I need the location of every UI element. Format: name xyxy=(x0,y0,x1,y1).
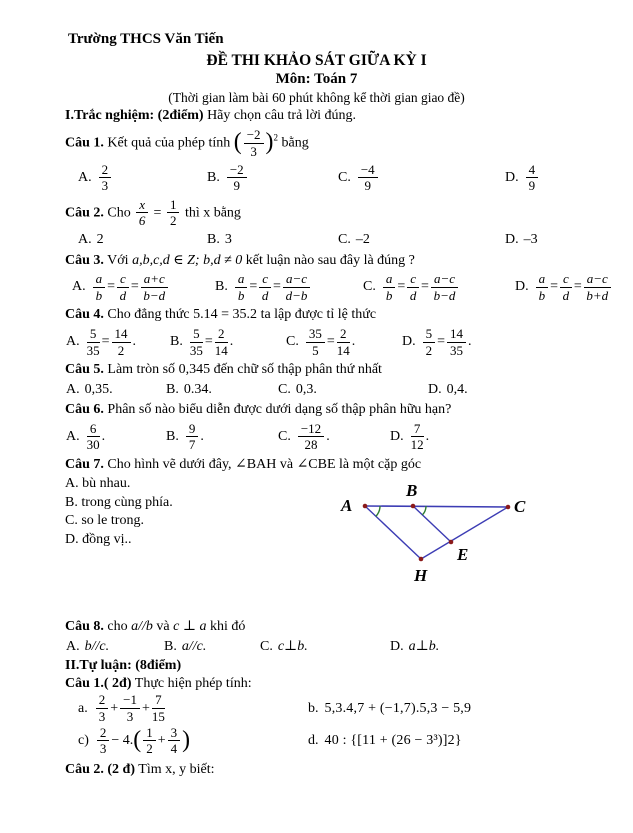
option: D. đồng vị.. xyxy=(65,531,132,547)
essay-question-2-heading: Câu 2. (2 đ) Tìm x, y biết: xyxy=(65,762,215,777)
label-H: H xyxy=(414,566,428,586)
geometry-figure xyxy=(333,479,545,597)
option: A. b//c. xyxy=(66,638,110,654)
option: C. $\frac{a}{b}$ = $\frac{c}{d}$ = $\frac{a-c}{b-d}$ xyxy=(363,271,515,303)
question-3-options xyxy=(72,271,633,303)
time-note: (Thời gian làm bài 60 phút không kể thời gian giao đề) xyxy=(168,89,465,105)
section2-heading: II.Tự luận: (8điểm) xyxy=(65,658,182,674)
point-A xyxy=(363,504,368,509)
exam-title: ĐỀ THI KHẢO SÁT GIỮA KỲ I xyxy=(206,51,427,69)
fraction: $\frac{1}{2}$ xyxy=(167,198,180,228)
question-label: Câu 6. xyxy=(65,402,104,418)
option: C. $\frac{-4}{9}$ xyxy=(338,162,505,194)
option: A. $\frac{5}{35}$ = $\frac{14}{2}$ . xyxy=(66,325,137,358)
question-2-options xyxy=(78,231,633,249)
fraction: $\frac{-2}{3}$ xyxy=(244,128,264,158)
option: C. so le trong. xyxy=(65,513,144,529)
option: D. a⊥b. xyxy=(390,638,440,654)
math-number: 0,345 xyxy=(178,362,211,378)
option: B. 3 xyxy=(207,232,232,248)
label-A: A xyxy=(341,496,353,516)
option: D. $\frac{5}{2}$ = $\frac{14}{35}$ . xyxy=(402,325,472,358)
option: B. a//c. xyxy=(164,638,207,654)
right-paren: ) xyxy=(265,129,274,156)
point-B xyxy=(411,504,416,509)
exponent: 2 xyxy=(273,132,278,143)
essay-question-1-heading: Câu 1.( 2đ) Thực hiện phép tính: xyxy=(65,675,252,691)
math-perp: c ⊥ a xyxy=(173,619,207,635)
option: D. –3 xyxy=(505,232,538,248)
option: C. c⊥b. xyxy=(260,638,308,654)
question-6-options xyxy=(66,421,633,453)
option: A. $\frac{2}{3}$ xyxy=(78,162,207,194)
question-label: Câu 5. xyxy=(65,362,104,378)
option: C. $\frac{-12}{28}$ . xyxy=(278,420,330,453)
question-4: Câu 4. Cho đẳng thức 5.14 = 35.2 ta lập được tỉ lệ thức xyxy=(65,307,377,323)
essay-q1-row-ab xyxy=(78,692,633,724)
option: D. $\frac{4}{9}$ xyxy=(505,162,540,194)
option: D. $\frac{7}{12}$ . xyxy=(390,420,430,453)
right-paren: ) xyxy=(182,726,191,753)
segment-AH xyxy=(365,506,421,559)
section1-heading: I.Trắc nghiệm: (2điểm) Hãy chọn câu trả lời đúng. xyxy=(65,107,356,123)
angle-arc-A xyxy=(376,506,380,516)
expression-c: c) $\frac{2}{3}$ − 4. ( $\frac{1}{2}$ + $\frac{3}{4}$ ) xyxy=(78,724,191,757)
point-C xyxy=(506,505,511,510)
equals: = xyxy=(153,205,162,221)
option: A. $\frac{6}{30}$ . xyxy=(66,420,106,453)
segment-BE xyxy=(413,506,451,542)
question-8-options xyxy=(66,638,633,656)
angle-arc-B xyxy=(422,506,426,515)
label-C: C xyxy=(514,497,526,517)
option: B. 0.34. xyxy=(166,381,212,397)
option: A. 0,35. xyxy=(66,381,113,397)
fraction: $\frac{x}{6}$ xyxy=(136,198,148,228)
segment-AC xyxy=(365,506,508,507)
question-label: Câu 7. xyxy=(65,456,104,472)
question-8: Câu 8. cho a//b và c ⊥ a khi đó xyxy=(65,619,246,635)
option: C. 0,3. xyxy=(278,381,317,397)
left-paren: ( xyxy=(133,726,142,753)
expression-a: a. $\frac{2}{3}$ + $\frac{-1}{3}$ + $\frac{7}{15}$ xyxy=(78,692,165,725)
math-condition: a,b,c,d ∈ Z; b,d ≠ 0 xyxy=(132,252,243,268)
question-7-body xyxy=(65,475,633,615)
option: C. –2 xyxy=(338,232,370,248)
question-label: Câu 8. xyxy=(65,619,104,635)
option: B. $\frac{5}{35}$ = $\frac{2}{14}$ . xyxy=(170,325,234,358)
school-name: Trường THCS Văn Tiến xyxy=(68,31,224,47)
question-7: Câu 7. Cho hình vẽ dưới đây, ∠BAH và ∠CBE là một cặp góc xyxy=(65,456,422,472)
question-6: Câu 6. Phân số nào biểu diễn được dưới dạng số thập phân hữu hạn? xyxy=(65,402,452,418)
option: C. $\frac{35}{5}$ = $\frac{2}{14}$ . xyxy=(286,325,356,358)
question-5-options xyxy=(66,381,633,399)
question-label: Câu 2. xyxy=(65,205,104,221)
left-paren: ( xyxy=(233,129,242,156)
option: B. $\frac{9}{7}$ . xyxy=(166,420,204,453)
point-H xyxy=(419,557,424,562)
expression-b: b. 5,3.4,7 + (−1,7).5,3 − 5,9 xyxy=(308,700,472,716)
option: B. $\frac{-2}{9}$ xyxy=(207,162,338,194)
question-3: Câu 3. Với a,b,c,d ∈ Z; b,d ≠ 0 kết luận nào sau đây là đúng ? xyxy=(65,252,415,268)
option: A. $\frac{a}{b}$ = $\frac{c}{d}$ = $\frac{a+c}{b-d}$ xyxy=(72,271,215,303)
option: D. 0,4. xyxy=(428,381,468,397)
angle-BAH: ∠BAH xyxy=(235,456,277,472)
question-label: Câu 3. xyxy=(65,252,104,268)
option: B. trong cùng phía. xyxy=(65,494,173,510)
essay-q1-row-cd xyxy=(78,725,633,757)
expression-d: d. 40 : {[11 + (26 − 3³)]2} xyxy=(308,733,462,749)
math-equation: 5.14 = 35.2 xyxy=(193,307,258,323)
question-5: Câu 5. Làm tròn số 0,345 đến chữ số thập phân thứ nhất xyxy=(65,362,382,378)
question-4-options xyxy=(66,326,633,358)
question-label: Câu 4. xyxy=(65,307,104,323)
question-1: Câu 1. Kết quả của phép tính ( $\frac{-2}{3}$ )$^2$ bằng xyxy=(65,127,309,159)
point-E xyxy=(449,540,454,545)
question-label: Câu 1. xyxy=(65,135,104,151)
option: D. $\frac{a}{b}$ = $\frac{c}{d}$ = $\frac{a-c}{b+d}$ xyxy=(515,271,613,303)
question-2: Câu 2. Cho $\frac{x}{6}$ = $\frac{1}{2}$ thì x bằng xyxy=(65,196,241,229)
math-parallel: a//b xyxy=(131,619,153,635)
option: A. bù nhau. xyxy=(65,476,131,492)
subject-line: Môn: Toán 7 xyxy=(275,71,358,88)
label-E: E xyxy=(457,545,469,565)
angle-CBE: ∠CBE xyxy=(296,456,336,472)
option: B. $\frac{a}{b}$ = $\frac{c}{d}$ = $\frac{a-c}{d-b}$ xyxy=(215,271,363,303)
question-1-options xyxy=(78,162,633,194)
option: A. 2 xyxy=(78,232,104,248)
label-B: B xyxy=(406,481,418,501)
